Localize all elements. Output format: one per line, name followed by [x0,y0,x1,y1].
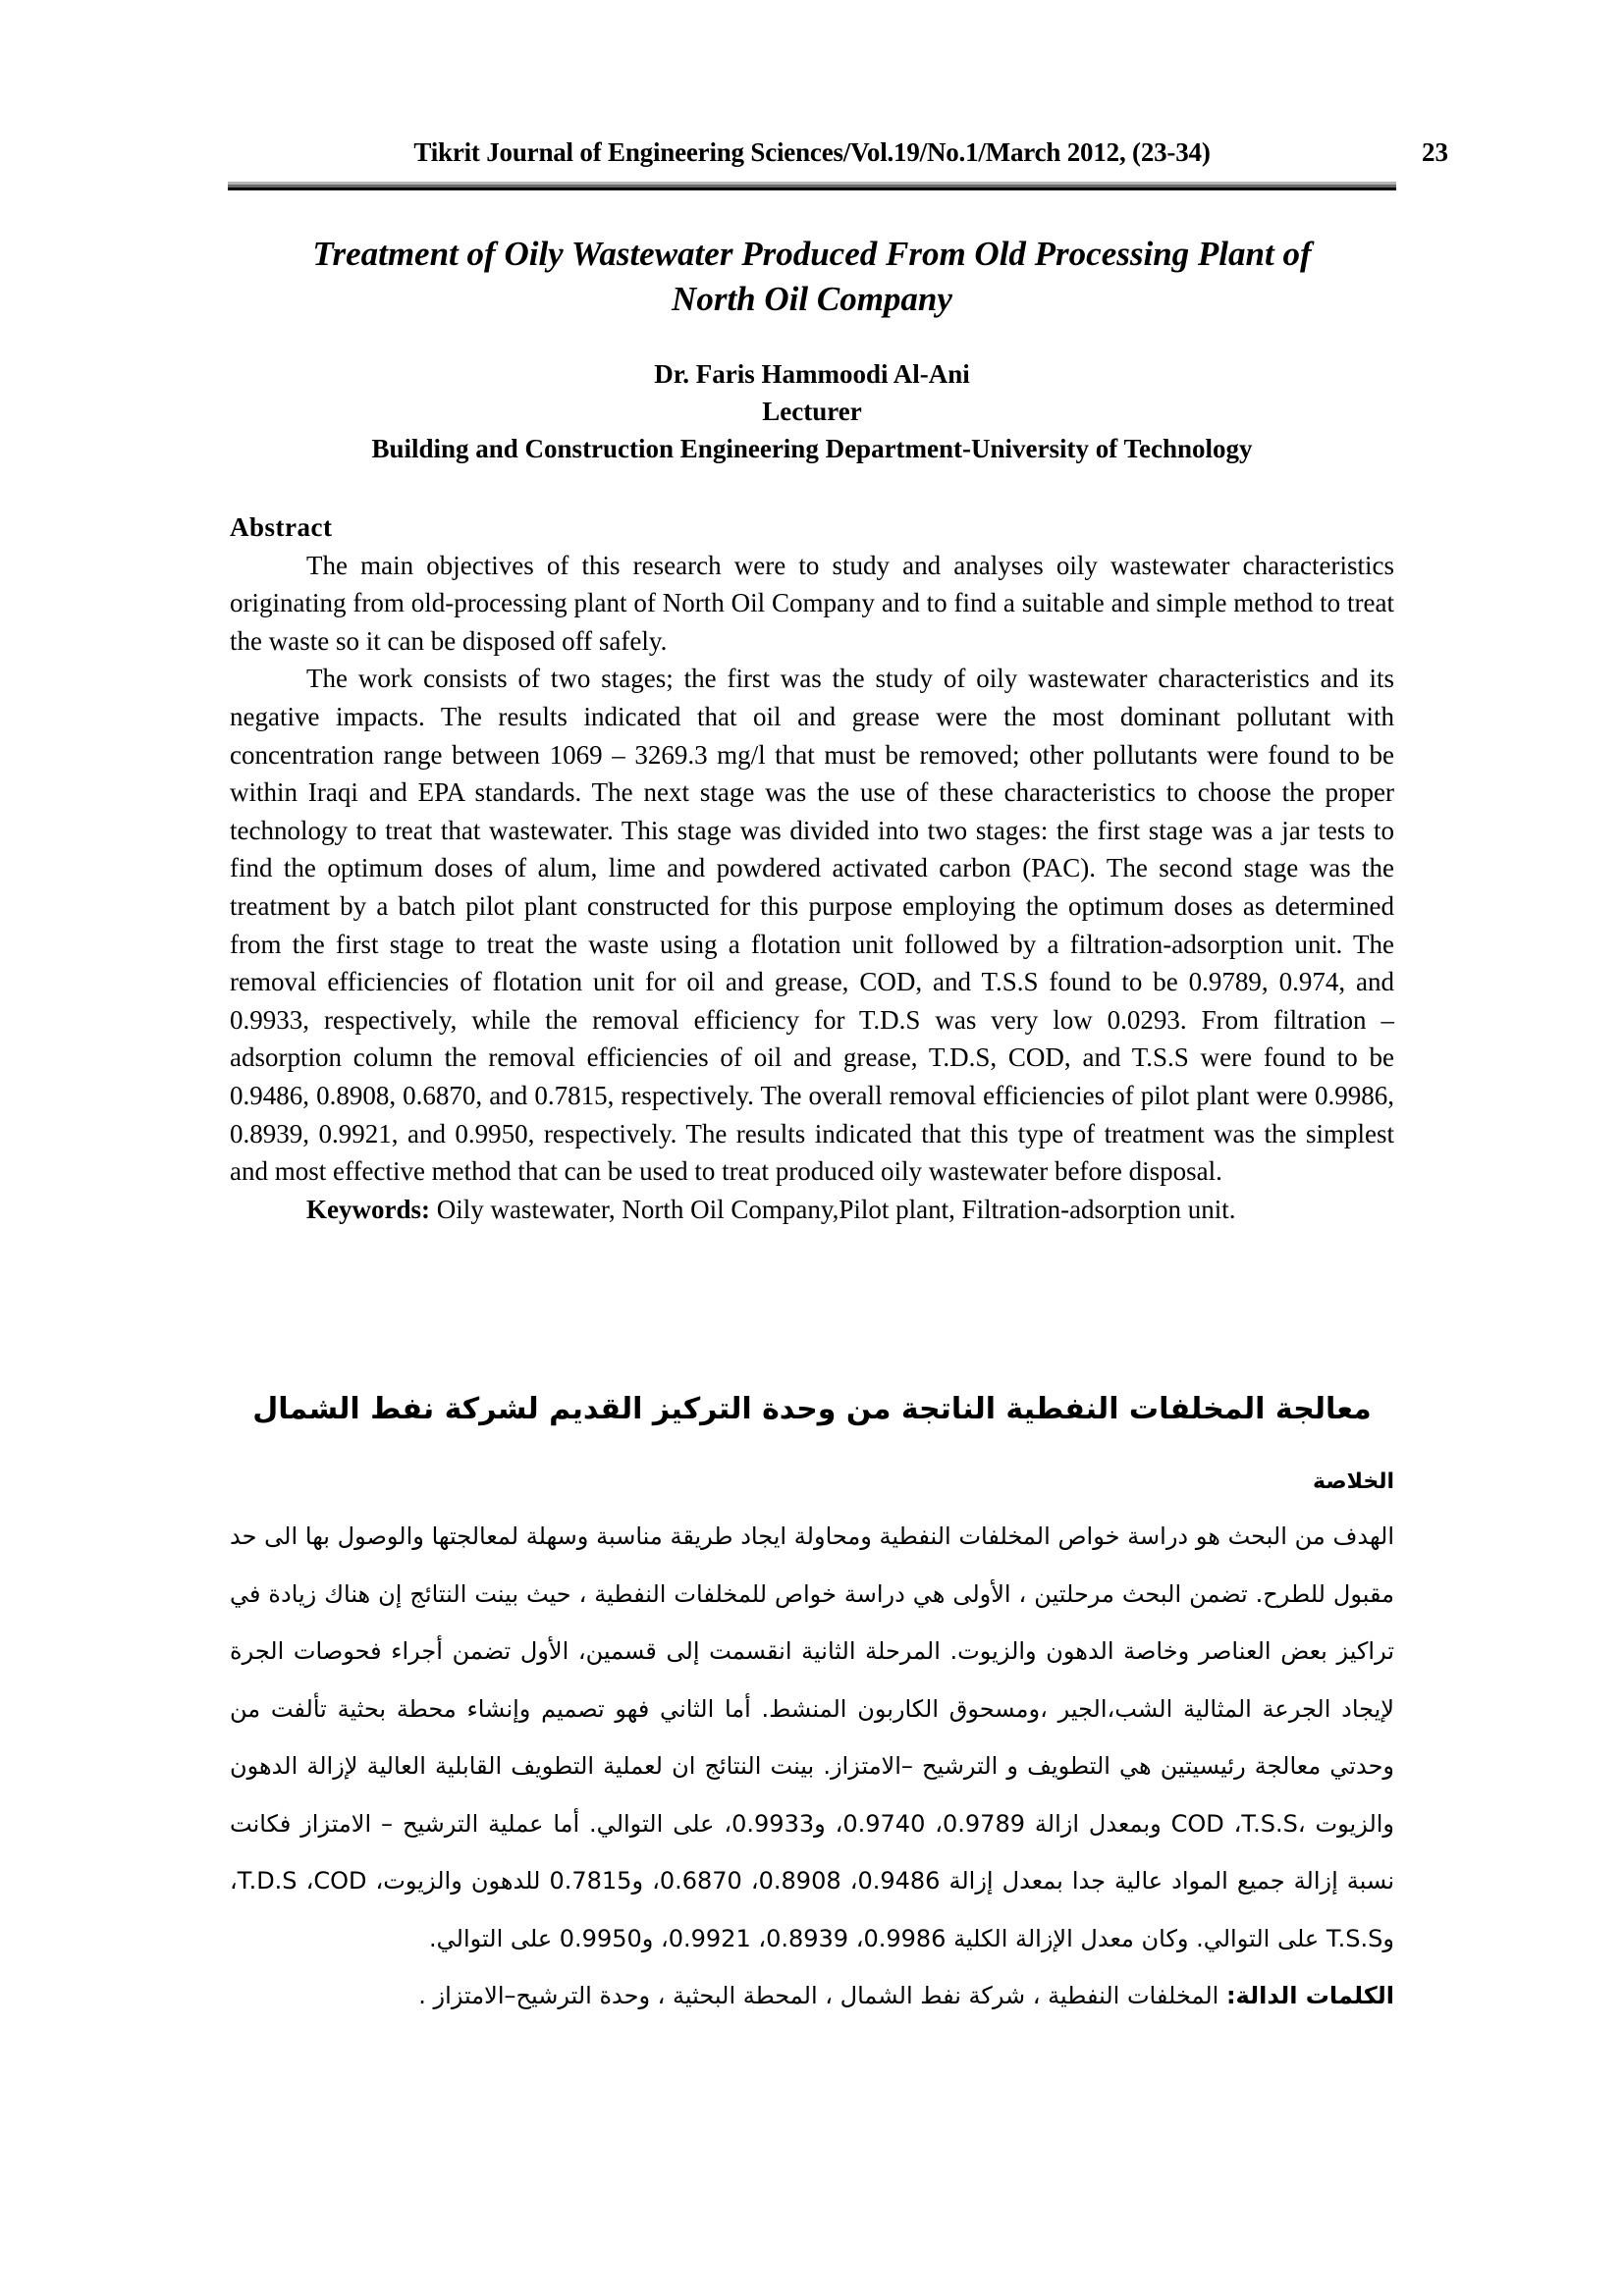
author-block [228,355,1396,467]
keywords-line [230,1191,1394,1229]
arabic-keywords-label: الكلمات الدالة: [1225,1982,1394,2009]
paper-title-line-2: North Oil Company [672,280,952,318]
arabic-abstract-heading: الخلاصة [1313,1469,1394,1494]
arabic-title: معالجة المخلفات النفطية الناتجة من وحدة التركيز القديم لشركة نفط الشمال [252,1392,1372,1426]
arabic-keywords-text: المخلفات النفطية ، شركة نفط الشمال ، المحطة البحثية ، وحدة الترشيح–الامتزاز . [418,1982,1226,2009]
header-rule-dark [228,187,1396,190]
abstract-paragraph: The main objectives of this research were to study and analyses oily wastewater characteristics originating from old-processing plant of North Oil Company and to find a suitable and simple method to treat the waste so it can be disposed off safely. [230,550,1394,656]
paper-title-line-1: Treatment of Oily Wastewater Produced From Old Processing Plant of [312,235,1312,273]
author-position: Lecturer [762,397,862,426]
paper-title [228,232,1396,322]
header-rule [228,182,1396,190]
arabic-abstract-section [230,1463,1394,2025]
abstract-section [230,508,1394,1228]
page-number: 23 [1422,137,1448,167]
author-affiliation: Building and Construction Engineering Department-University of Technology [371,434,1253,463]
running-head: Tikrit Journal of Engineering Sciences/Vol.19/No.1/March 2012, (23-34) [413,137,1211,167]
keywords-text: Oily wastewater, North Oil Company,Pilot plant, Filtration-adsorption unit. [429,1194,1236,1224]
arabic-abstract-body: الهدف من البحث هو دراسة خواص المخلفات النفطية ومحاولة ايجاد طريقة مناسبة وسهلة لمعالجتها والوصول بها الى حد مقبول للطرح. تضمن البحث مرحلتين ، الأولى هي دراسة خواص للمخلفات النفطية ، حيث بينت النتائج إن هناك زيادة في تراكيز بعض العناصر وخاصة الدهون والزيوت. المرحلة الثانية انقسمت إلى قسمين، الأول تضمن أجراء فحوصات الجرة لإيجاد الجرعة المثالية الشب،الجير ،ومسحوق الكاربون المنشط. أما الثاني فهو تصميم وإنشاء محطة بحثية تألفت من وحدتي معالجة رئيسيتين هي التطويف و الترشيح –الامتزاز. بينت النتائج ان لعملية التطويف القابلية العالية لإزالة الدهون والزيوت ،COD ،T.S.S وبمعدل ازالة 0.9789، 0.9740، و0.9933، على التوالي. أما عملية الترشيح – الامتزاز فكانت نسبة إزالة جميع المواد عالية جدا بمعدل إزالة 0.9486، 0.8908، 0.6870، و0.7815 للدهون والزيوت، T.D.S ،COD، وT.S.S على التوالي. وكان معدل الإزالة الكلية 0.9986، 0.8939، 0.9921، و0.9950 على التوالي. [230,1522,1395,1952]
abstract-paragraph: The work consists of two stages; the first was the study of oily wastewater characteristics and its negative impacts. The results indicated that oil and grease were the most dominant pollutant with concentration range between 1069 – 3269.3 mg/l that must be removed; other pollutants were found to be within Iraqi and EPA standards. The next stage was the use of these characteristics to choose the proper technology to treat that wastewater. This stage was divided into two stages: the first stage was a jar tests to find the optimum doses of alum, lime and powdered activated carbon (PAC). The second stage was the treatment by a batch pilot plant constructed for this purpose employing the optimum doses as determined from the first stage to treat the waste using a flotation unit followed by a filtration-adsorption unit. The removal efficiencies of flotation unit for oil and grease, COD, and T.S.S found to be 0.9789, 0.974, and 0.9933, respectively, while the removal efficiency for T.D.S was very low 0.0293. From filtration – adsorption column the removal efficiencies of oil and grease, T.D.S, COD, and T.S.S were found to be 0.9486, 0.8908, 0.6870, and 0.7815, respectively. The overall removal efficiencies of pilot plant were 0.9986, 0.8939, 0.9921, and 0.9950, respectively. The results indicated that this type of treatment was the simplest and most effective method that can be used to treat produced oily wastewater before disposal. [230,664,1394,1187]
keywords-label: Keywords: [306,1194,430,1224]
arabic-keywords-line [230,1967,1394,2025]
abstract-heading: Abstract [230,512,333,542]
author-name: Dr. Faris Hammoodi Al-Ani [654,359,970,389]
